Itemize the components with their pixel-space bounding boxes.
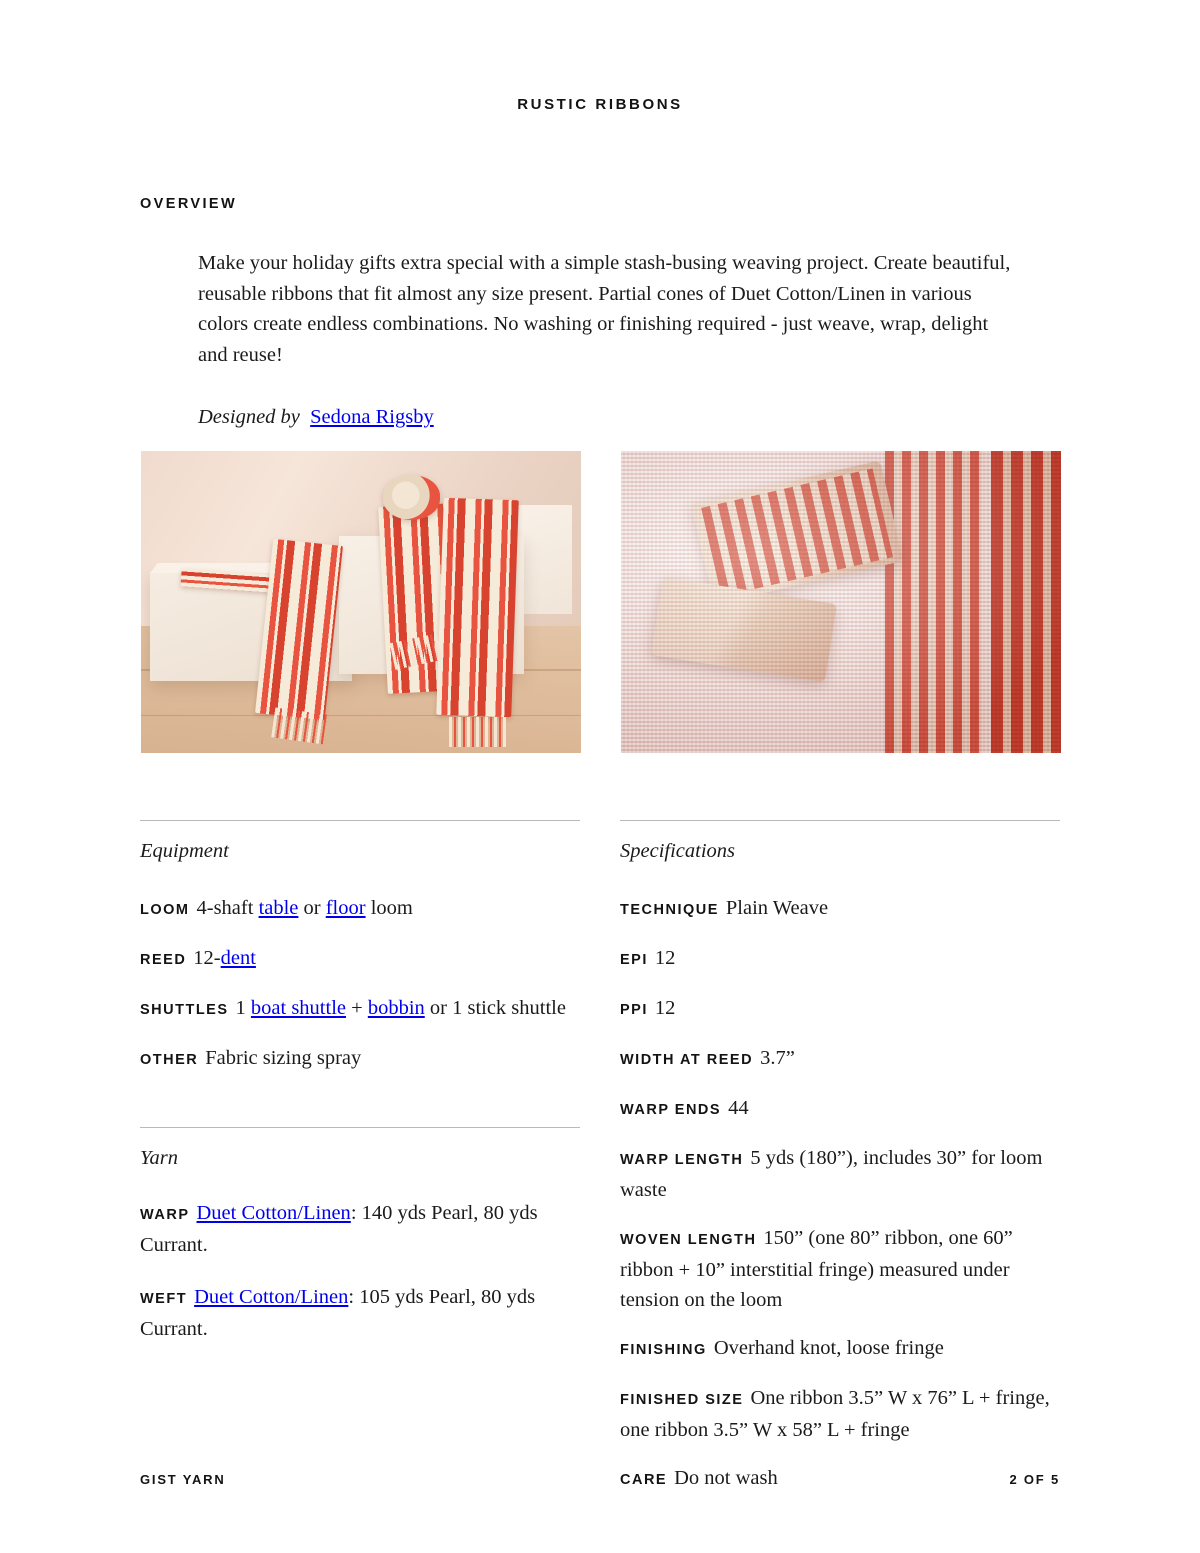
loom-value-post: loom [365,897,413,919]
shuttles-value-pre: 1 [235,997,251,1019]
spec-key-ppi: PPI [620,1002,648,1018]
yarn-title: Yarn [140,1147,178,1169]
specifications-list [620,893,1060,1495]
yarn-value-warp [140,1202,538,1256]
ribbons-on-plinths-photo [141,451,581,753]
reed-dent-link[interactable]: dent [220,947,256,969]
spec-row-finished-size [620,1383,1060,1445]
page-title: RUSTIC RIBBONS [517,96,683,113]
loom-value-mid: or [298,897,326,919]
document-header [0,96,1200,113]
designer-credit [198,403,1020,431]
boat-shuttle-link[interactable]: boat shuttle [250,997,346,1019]
equipment-title: Equipment [140,840,229,862]
footer-page-number: 2 OF 5 [1009,1472,1060,1487]
specifications-divider [620,820,1060,821]
overview-heading: OVERVIEW [140,196,238,212]
spec-key-width-at-reed: WIDTH AT REED [620,1052,754,1068]
loom-floor-link[interactable]: floor [325,897,366,919]
spec-key-epi: EPI [620,952,648,968]
spec-key-technique: TECHNIQUE [620,902,719,918]
photo-ribbon-three [436,498,518,718]
equipment-row-reed [140,943,580,975]
spec-key-warp-ends: WARP ENDS [620,1102,722,1118]
weft-yarn-link[interactable]: Duet Cotton/Linen [194,1286,349,1308]
yarn-list [140,1198,580,1344]
yarn-row-weft [140,1282,580,1344]
warp-value-post: : 140 yds Pearl, 80 yds Currant. [140,1202,538,1256]
designed-by-label: Designed by [198,406,300,428]
yarn-key-warp: WARP [140,1207,190,1223]
overview-block [198,248,1020,431]
spec-key-finished-size: FINISHED SIZE [620,1392,744,1408]
equipment-row-other [140,1043,580,1075]
yarn-divider [140,1127,580,1128]
spec-value-warp-ends: 44 [728,1097,749,1119]
spec-row-ppi [620,993,1060,1025]
equipment-list [140,893,580,1075]
footer-brand: GIST YARN [140,1472,226,1487]
photo-ribbon-roll [383,475,440,520]
spec-value-finishing: Overhand knot, loose fringe [713,1337,944,1359]
yarn-group [140,1127,580,1344]
equipment-value-shuttles [236,997,566,1019]
right-column [620,820,1060,1513]
reed-value-pre: 12- [193,947,221,969]
equipment-value-reed [193,947,256,969]
specifications-title: Specifications [620,840,736,862]
woven-ribbon-detail-photo [621,451,1061,753]
overview-paragraph: Make your holiday gifts extra special with a simple stash-busing weaving project. Create beautiful, reusable ribbons that fit almost any size present. Partial cones of Duet Cotton/Linen in various colors create endless combinations. No washing or finishing required - just weave, wrap, delight and reuse! [198,252,1011,366]
equipment-divider [140,820,580,821]
loom-value-pre: 4-shaft [196,897,259,919]
photo-fringe-two [449,717,506,747]
spec-value-warp-length: 5 yds (180”), includes 30” for loom waste [620,1147,1043,1201]
equipment-row-shuttles [140,993,580,1025]
spec-value-ppi: 12 [654,997,676,1019]
equipment-key-loom: LOOM [140,902,190,918]
photo-row [141,451,1061,753]
bobbin-link[interactable]: bobbin [367,997,425,1019]
shuttles-value-mid: + [346,997,368,1019]
specs-columns [140,820,1060,1513]
yarn-row-warp [140,1198,580,1260]
spec-key-warp-length: WARP LENGTH [620,1152,744,1168]
detail-lighting-overlay [621,451,1061,753]
equipment-value-loom [197,897,413,919]
spec-key-woven-length: WOVEN LENGTH [620,1232,757,1248]
spec-key-finishing: FINISHING [620,1342,707,1358]
weft-value-post: : 105 yds Pearl, 80 yds Currant. [140,1286,536,1340]
spec-row-finishing [620,1333,1060,1365]
equipment-key-other: OTHER [140,1052,199,1068]
equipment-value-other: Fabric sizing spray [205,1047,362,1069]
spec-value-technique: Plain Weave [725,897,829,919]
spec-value-width-at-reed: 3.7” [760,1047,795,1069]
spec-row-warp-ends [620,1093,1060,1125]
spec-row-epi [620,943,1060,975]
spec-row-technique [620,893,1060,925]
document-footer [140,1472,1060,1487]
yarn-value-weft [140,1286,535,1340]
spec-value-epi: 12 [654,947,676,969]
spec-row-woven-length [620,1223,1060,1315]
equipment-row-loom [140,893,580,925]
spec-value-woven-length: 150” (one 80” ribbon, one 60” ribbon + 10” interstitial fringe) measured under tension on the loom [620,1227,1013,1311]
shuttles-value-post: or 1 stick shuttle [424,997,566,1019]
equipment-key-reed: REED [140,952,187,968]
overview-section [140,196,1060,431]
loom-table-link[interactable]: table [258,897,299,919]
left-column [140,820,580,1513]
yarn-key-weft: WEFT [140,1291,188,1307]
equipment-key-shuttles: SHUTTLES [140,1002,229,1018]
designer-link[interactable]: Sedona Rigsby [310,406,434,428]
spec-value-care: Do not wash [674,1467,778,1489]
spec-row-width-at-reed [620,1043,1060,1075]
spec-value-finished-size: One ribbon 3.5” W x 76” L + fringe, one ribbon 3.5” W x 58” L + fringe [620,1387,1050,1441]
spec-key-care: CARE [620,1472,668,1488]
spec-row-warp-length [620,1143,1060,1205]
warp-yarn-link[interactable]: Duet Cotton/Linen [196,1202,351,1224]
